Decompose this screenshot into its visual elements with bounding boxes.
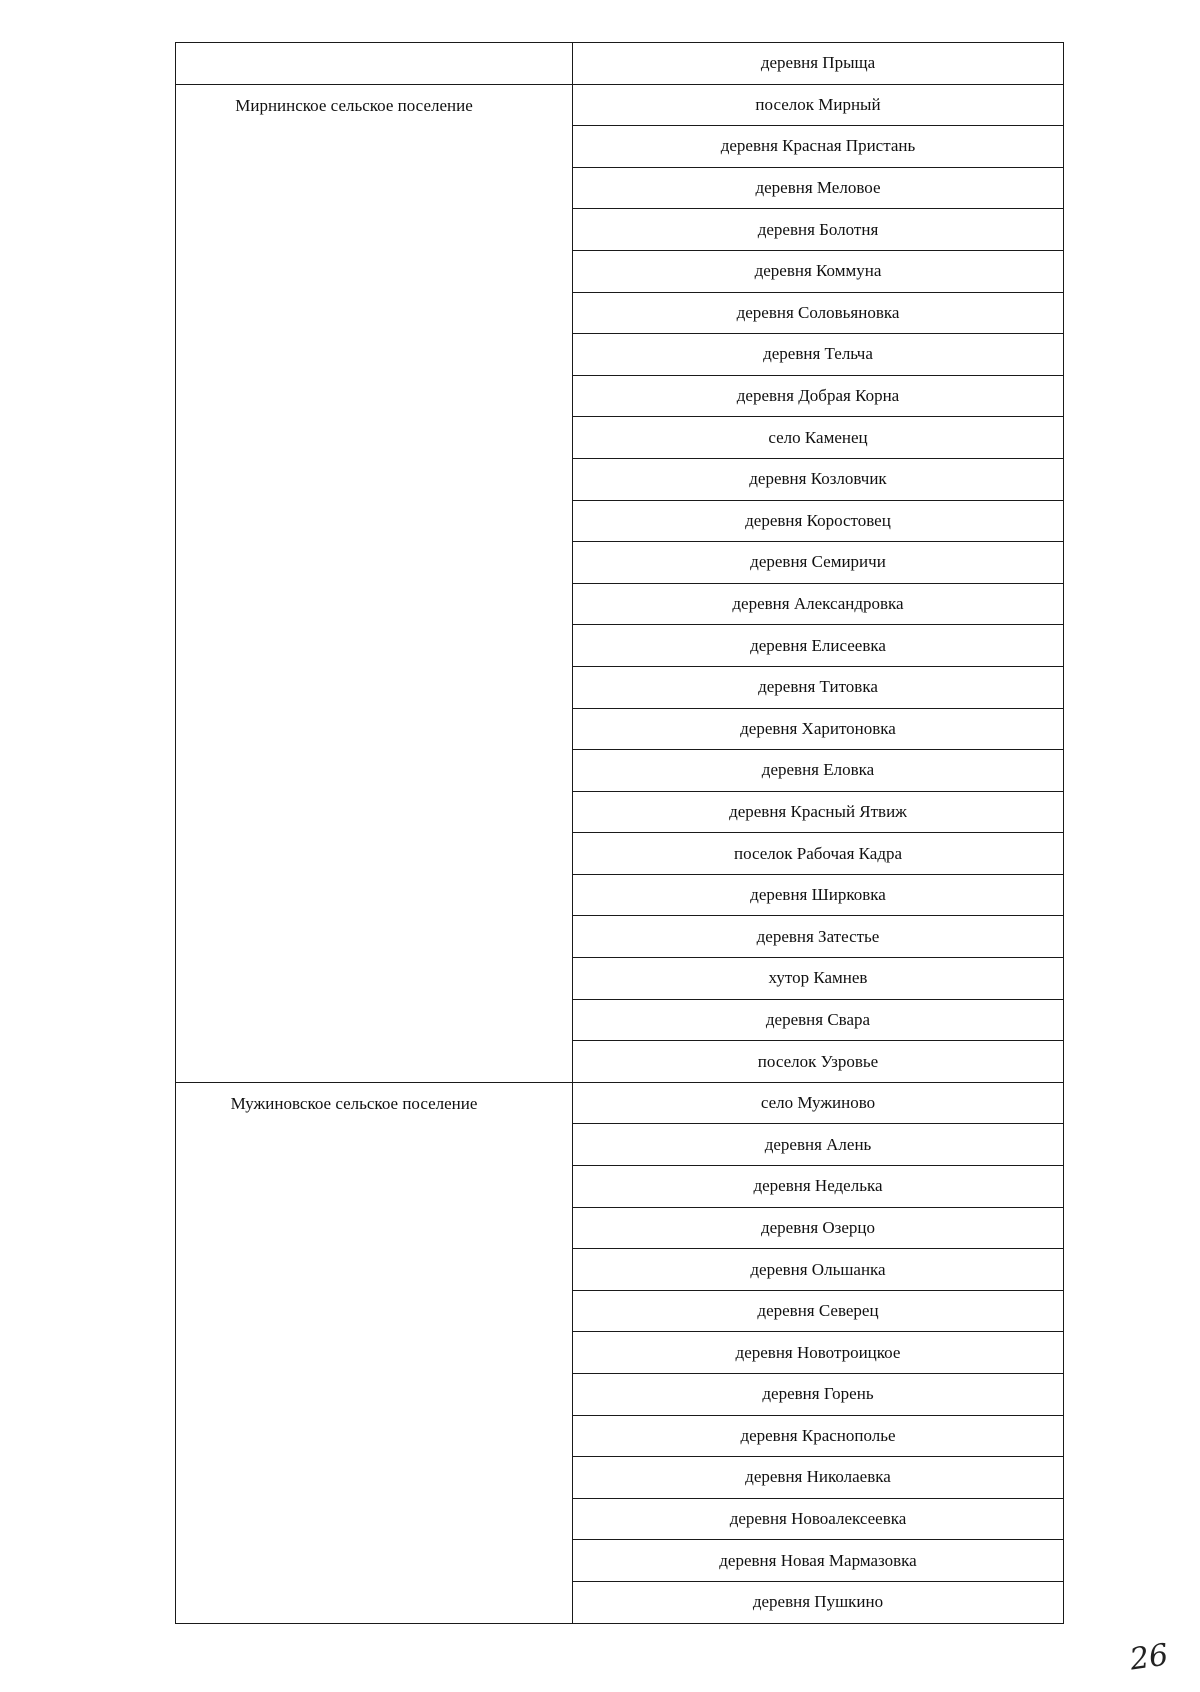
locality-cell: деревня Добрая Корна bbox=[573, 375, 1064, 417]
locality-cell: деревня Семиричи bbox=[573, 542, 1064, 584]
locality-cell: деревня Алень bbox=[573, 1124, 1064, 1166]
settlements-table bbox=[175, 42, 1064, 1624]
locality-cell: деревня Новоалексеевка bbox=[573, 1498, 1064, 1540]
locality-cell: село Мужиново bbox=[573, 1082, 1064, 1124]
settlements-table-body bbox=[176, 43, 1064, 1624]
locality-cell: деревня Меловое bbox=[573, 167, 1064, 209]
locality-cell: деревня Коммуна bbox=[573, 250, 1064, 292]
locality-cell: деревня Титовка bbox=[573, 666, 1064, 708]
locality-cell: деревня Неделька bbox=[573, 1166, 1064, 1208]
locality-cell: деревня Ольшанка bbox=[573, 1249, 1064, 1291]
locality-cell: деревня Еловка bbox=[573, 750, 1064, 792]
locality-cell: деревня Козловчик bbox=[573, 458, 1064, 500]
locality-cell: поселок Узровье bbox=[573, 1041, 1064, 1083]
locality-cell: поселок Рабочая Кадра bbox=[573, 833, 1064, 875]
locality-cell: деревня Краснополье bbox=[573, 1415, 1064, 1457]
locality-cell: деревня Елисеевка bbox=[573, 625, 1064, 667]
locality-cell: деревня Коростовец bbox=[573, 500, 1064, 542]
locality-cell: деревня Новая Мармазовка bbox=[573, 1540, 1064, 1582]
locality-cell: деревня Тельча bbox=[573, 334, 1064, 376]
locality-cell: деревня Северец bbox=[573, 1290, 1064, 1332]
locality-cell: деревня Свара bbox=[573, 999, 1064, 1041]
locality-cell: село Каменец bbox=[573, 417, 1064, 459]
locality-cell: поселок Мирный bbox=[573, 84, 1064, 126]
locality-cell: деревня Соловьяновка bbox=[573, 292, 1064, 334]
locality-cell: деревня Красная Пристань bbox=[573, 126, 1064, 168]
locality-cell: деревня Ширковка bbox=[573, 874, 1064, 916]
municipality-cell: Мужиновское сельское поселение bbox=[176, 1082, 573, 1623]
locality-cell: деревня Прыща bbox=[573, 43, 1064, 85]
table-row bbox=[176, 84, 1064, 126]
locality-cell: деревня Пушкино bbox=[573, 1581, 1064, 1623]
table-row bbox=[176, 43, 1064, 85]
locality-cell: деревня Озерцо bbox=[573, 1207, 1064, 1249]
locality-cell: деревня Харитоновка bbox=[573, 708, 1064, 750]
locality-cell: деревня Болотня bbox=[573, 209, 1064, 251]
locality-cell: деревня Затестье bbox=[573, 916, 1064, 958]
table-row bbox=[176, 1082, 1064, 1124]
handwritten-page-number: 26 bbox=[1127, 1637, 1171, 1678]
locality-cell: деревня Красный Ятвиж bbox=[573, 791, 1064, 833]
locality-cell: деревня Николаевка bbox=[573, 1457, 1064, 1499]
locality-cell: деревня Новотроицкое bbox=[573, 1332, 1064, 1374]
locality-cell: деревня Александровка bbox=[573, 583, 1064, 625]
locality-cell: деревня Горень bbox=[573, 1374, 1064, 1416]
locality-cell: хутор Камнев bbox=[573, 958, 1064, 1000]
municipality-cell bbox=[176, 43, 573, 85]
municipality-cell: Мирнинское сельское поселение bbox=[176, 84, 573, 1082]
